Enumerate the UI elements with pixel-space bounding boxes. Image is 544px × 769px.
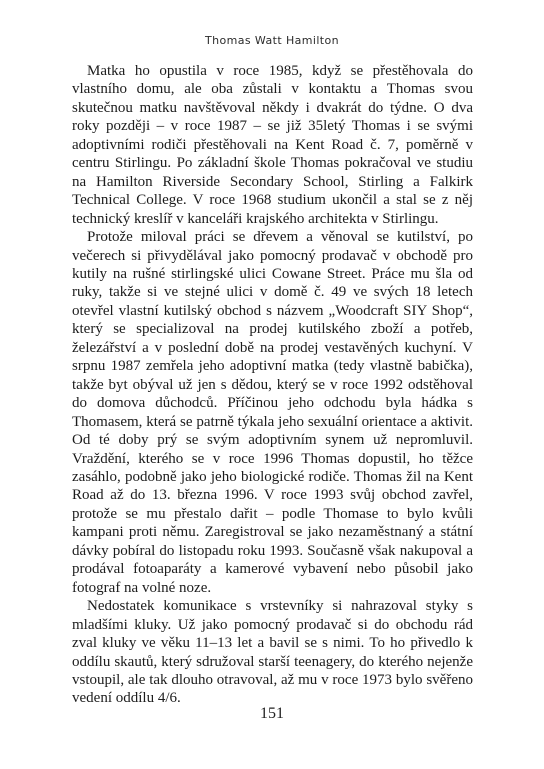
- running-header: Thomas Watt Hamilton: [205, 34, 339, 47]
- paragraph: Nedostatek komunikace s vrstevníky si nahrazoval styky s mladšími kluky. Už jako pomocný prodavač si do obchodu rád zval kluky ve věku 11–13 let a bavil se s nimi. To ho přivedlo k oddílu skautů, který sdružoval starší teenagery, do kterého nejenže vstoupil, ale tak dlouho otravoval, až mu v roce 1973 bylo svěřeno vedení oddílu 4/6.: [72, 598, 473, 707]
- body-text: [72, 62, 473, 708]
- page-number: 151: [260, 705, 284, 722]
- paragraph: Protože miloval práci se dřevem a věnoval se kutilství, po večerech si přivydělával jako pomocný prodavač v obchodě pro kutily na rušné stirlingské ulici Cowane Street. Práce mu šla od ruky, takže si ve stejné ulici v domě č. 49 ve svých 18 letech otevřel vlastní kutilský obchod s názvem „Woodcraft SIY Shop“, který se specializoval na prodej kutilského zboží a potřeb, železářství a v poslední době na prodej vestavěných kuchyní. V srpnu 1987 zemřela jeho adoptivní matka (tedy vlastně babička), takže byt obýval už jen s dědou, který se v roce 1992 odstěhoval do domova důchodců. Příčinou jeho odchodu byla hádka s Thomasem, která se patrně týkala jeho sexuální orientace a aktivit. Od té doby prý se svým adoptivním synem už nepromluvil. Vraždění, kterého se v roce 1996 Thomas dopustil, ho těžce zasáhlo, podobně jako jeho biologické rodiče. Thomas žil na Kent Road až do 13. března 1996. V roce 1993 svůj obchod zavřel, protože se mu přestalo dařit – podle Thomase to bylo kvůli kampani proti němu. Zaregistroval se jako nezaměstnaný a státní dávky pobíral do listopadu roku 1993. Současně však nakupoval a prodával fotoaparáty a kamerové vybavení nebo působil jako fotograf na volné noze.: [72, 229, 473, 596]
- paragraph: Matka ho opustila v roce 1985, když se přestěhovala do vlastního domu, ale oba zůstali v kontaktu a Thomas svou skutečnou matku navštěvoval někdy i dvakrát do týdne. O dva roky později – v roce 1987 – se již 35letý Thomas i se svými adoptivními rodiči přestěhovali na Kent Road č. 7, poměrně v centru Stirlingu. Po základní škole Thomas pokračoval ve studiu na Hamilton Riverside Secondary School, Stirling a Falkirk Technical College. V roce 1968 studium ukončil a stal se z něj technický kreslíř v kanceláři krajského architekta v Stirlingu.: [72, 63, 473, 227]
